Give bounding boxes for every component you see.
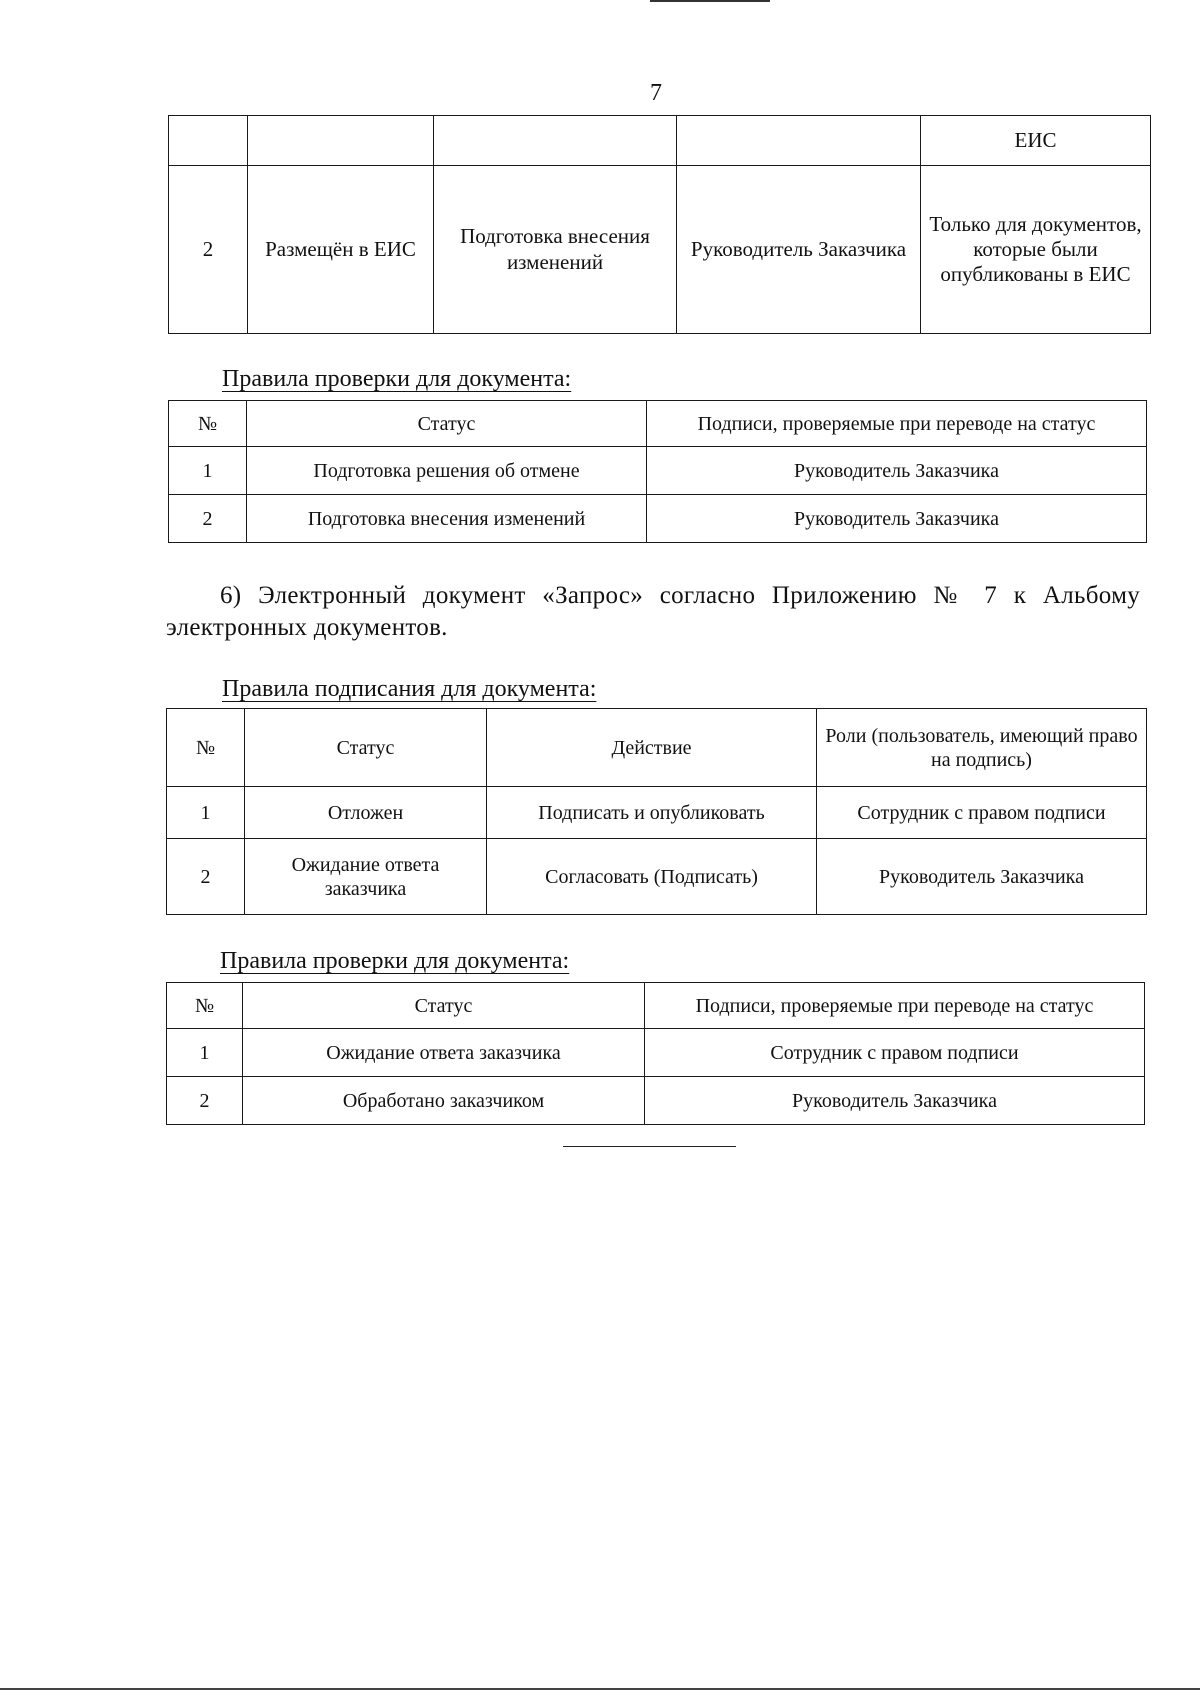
status-cell: Подготовка решения об отмене bbox=[247, 447, 647, 495]
status-cell: Ожидание ответа заказчика bbox=[243, 1029, 645, 1077]
table-row bbox=[169, 447, 1147, 495]
bottom-scan-edge bbox=[0, 1688, 1200, 1690]
action-cell: Подготовка внесения изменений bbox=[434, 166, 677, 334]
role-cell: Руководитель Заказчика bbox=[677, 166, 921, 334]
status-cell: Отложен bbox=[245, 787, 487, 839]
check-rules-heading-2: Правила проверки для документа: bbox=[220, 948, 570, 974]
continuation-top-row bbox=[169, 116, 1151, 166]
column-header-status: Статус bbox=[247, 401, 647, 447]
status-cell: Размещён в ЕИС bbox=[248, 166, 434, 334]
column-header-number: № bbox=[167, 709, 245, 787]
signatures-cell: Руководитель Заказчика bbox=[647, 495, 1147, 543]
status-cell: Подготовка внесения изменений bbox=[247, 495, 647, 543]
table-row bbox=[167, 1077, 1145, 1125]
table-row bbox=[167, 839, 1147, 915]
table-row bbox=[169, 495, 1147, 543]
sign-rules-heading: Правила подписания для документа: bbox=[222, 676, 597, 702]
cell: ЕИС bbox=[921, 116, 1151, 166]
cell bbox=[248, 116, 434, 166]
cell bbox=[434, 116, 677, 166]
action-cell: Подписать и опубликовать bbox=[487, 787, 817, 839]
end-of-section-rule bbox=[563, 1146, 736, 1147]
status-cell: Ожидание ответа заказчика bbox=[245, 839, 487, 915]
row-number: 2 bbox=[169, 166, 248, 334]
table-header-row bbox=[169, 401, 1147, 447]
column-header-signatures: Подписи, проверяемые при переводе на статус bbox=[645, 983, 1145, 1029]
note-cell: Только для документов, которые были опубликованы в ЕИС bbox=[921, 166, 1151, 334]
column-header-signatures: Подписи, проверяемые при переводе на статус bbox=[647, 401, 1147, 447]
check-rules-table-1 bbox=[168, 400, 1147, 543]
column-header-number: № bbox=[167, 983, 243, 1029]
table-row bbox=[167, 787, 1147, 839]
table-row bbox=[169, 166, 1151, 334]
column-header-status: Статус bbox=[245, 709, 487, 787]
role-cell: Сотрудник с правом подписи bbox=[817, 787, 1147, 839]
role-cell: Руководитель Заказчика bbox=[817, 839, 1147, 915]
column-header-roles: Роли (пользователь, имеющий право на подпись) bbox=[817, 709, 1147, 787]
column-header-action: Действие bbox=[487, 709, 817, 787]
sign-rules-table bbox=[166, 708, 1147, 915]
cell bbox=[677, 116, 921, 166]
action-cell: Согласовать (Подписать) bbox=[487, 839, 817, 915]
signatures-cell: Сотрудник с правом подписи bbox=[645, 1029, 1145, 1077]
table-header-row bbox=[167, 983, 1145, 1029]
row-number: 1 bbox=[167, 787, 245, 839]
table-row bbox=[167, 1029, 1145, 1077]
table-header-row bbox=[167, 709, 1147, 787]
continuation-table bbox=[168, 115, 1151, 334]
row-number: 1 bbox=[167, 1029, 243, 1077]
section-paragraph: 6) Электронный документ «Запрос» согласно Приложению № 7 к Альбому электронных документов. bbox=[166, 582, 1140, 641]
check-rules-table-2 bbox=[166, 982, 1145, 1125]
row-number: 1 bbox=[169, 447, 247, 495]
column-header-number: № bbox=[169, 401, 247, 447]
signatures-cell: Руководитель Заказчика bbox=[645, 1077, 1145, 1125]
row-number: 2 bbox=[167, 1077, 243, 1125]
top-scan-edge bbox=[650, 0, 770, 2]
column-header-status: Статус bbox=[243, 983, 645, 1029]
cell bbox=[169, 116, 248, 166]
page-number: 7 bbox=[650, 80, 662, 106]
status-cell: Обработано заказчиком bbox=[243, 1077, 645, 1125]
row-number: 2 bbox=[169, 495, 247, 543]
check-rules-heading-1: Правила проверки для документа: bbox=[222, 366, 572, 392]
row-number: 2 bbox=[167, 839, 245, 915]
signatures-cell: Руководитель Заказчика bbox=[647, 447, 1147, 495]
